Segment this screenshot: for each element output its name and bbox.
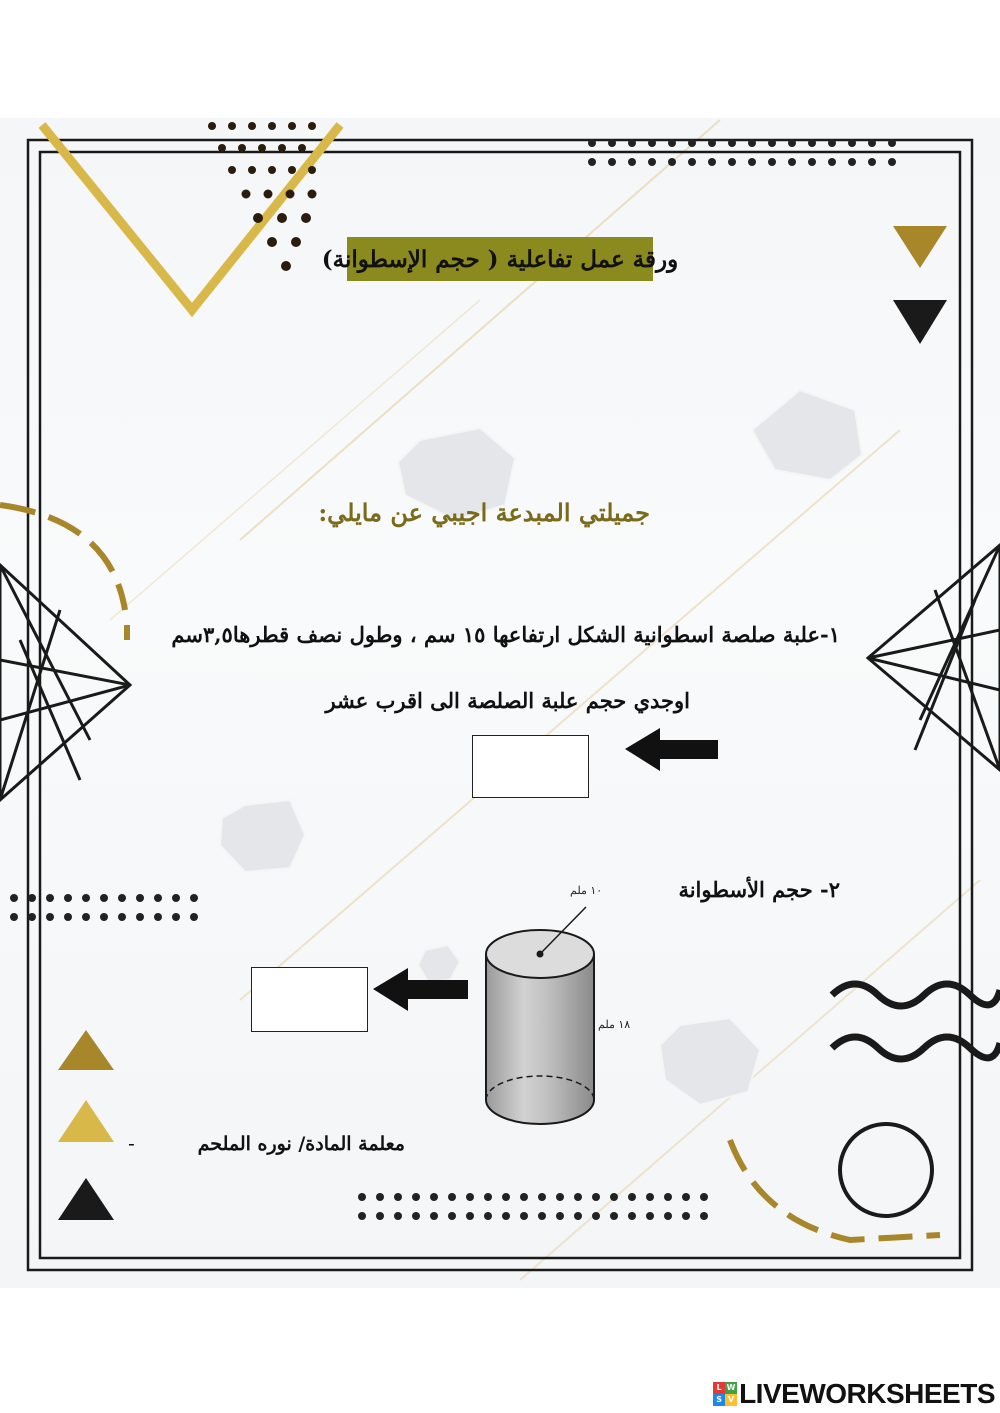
answer-box-1[interactable]	[472, 735, 589, 798]
worksheet-title: ورقة عمل تفاعلية ( حجم الإسطوانة)	[321, 245, 679, 273]
radius-label: ١٠ ملم	[570, 884, 603, 897]
brand-name: LIVEWORKSHEETS	[739, 1378, 995, 1409]
teacher-name: معلمة المادة/ نوره الملحم	[197, 1133, 405, 1155]
cylinder-diagram	[486, 907, 594, 1124]
answer-box-2[interactable]	[251, 967, 368, 1032]
polyhedron-shape-5	[418, 945, 460, 982]
arrow-left-icon-1	[625, 728, 718, 771]
polyhedron-shape-4	[660, 1018, 760, 1105]
polyhedron-shape-3	[220, 800, 305, 872]
question2-text: ٢- حجم الأسطوانة	[678, 877, 840, 902]
question1-text: ١-علبة صلصة اسطوانية الشكل ارتفاعها ١٥ سم ، وطول نصف قطرها٣,٥سم	[171, 622, 840, 647]
greeting-text: جميلتي المبدعة اجيبي عن مايلي:	[318, 498, 650, 527]
title-banner	[321, 237, 679, 281]
brand-logo-icon: L W S V	[713, 1382, 737, 1406]
liveworksheets-logo[interactable]	[700, 1378, 995, 1410]
height-label: ١٨ ملم	[598, 1018, 631, 1031]
dash-mark: -	[128, 1133, 135, 1155]
question1-instruction: اوجدي حجم علبة الصلصة الى اقرب عشر	[325, 688, 690, 713]
polyhedron-shape-1	[752, 390, 862, 480]
